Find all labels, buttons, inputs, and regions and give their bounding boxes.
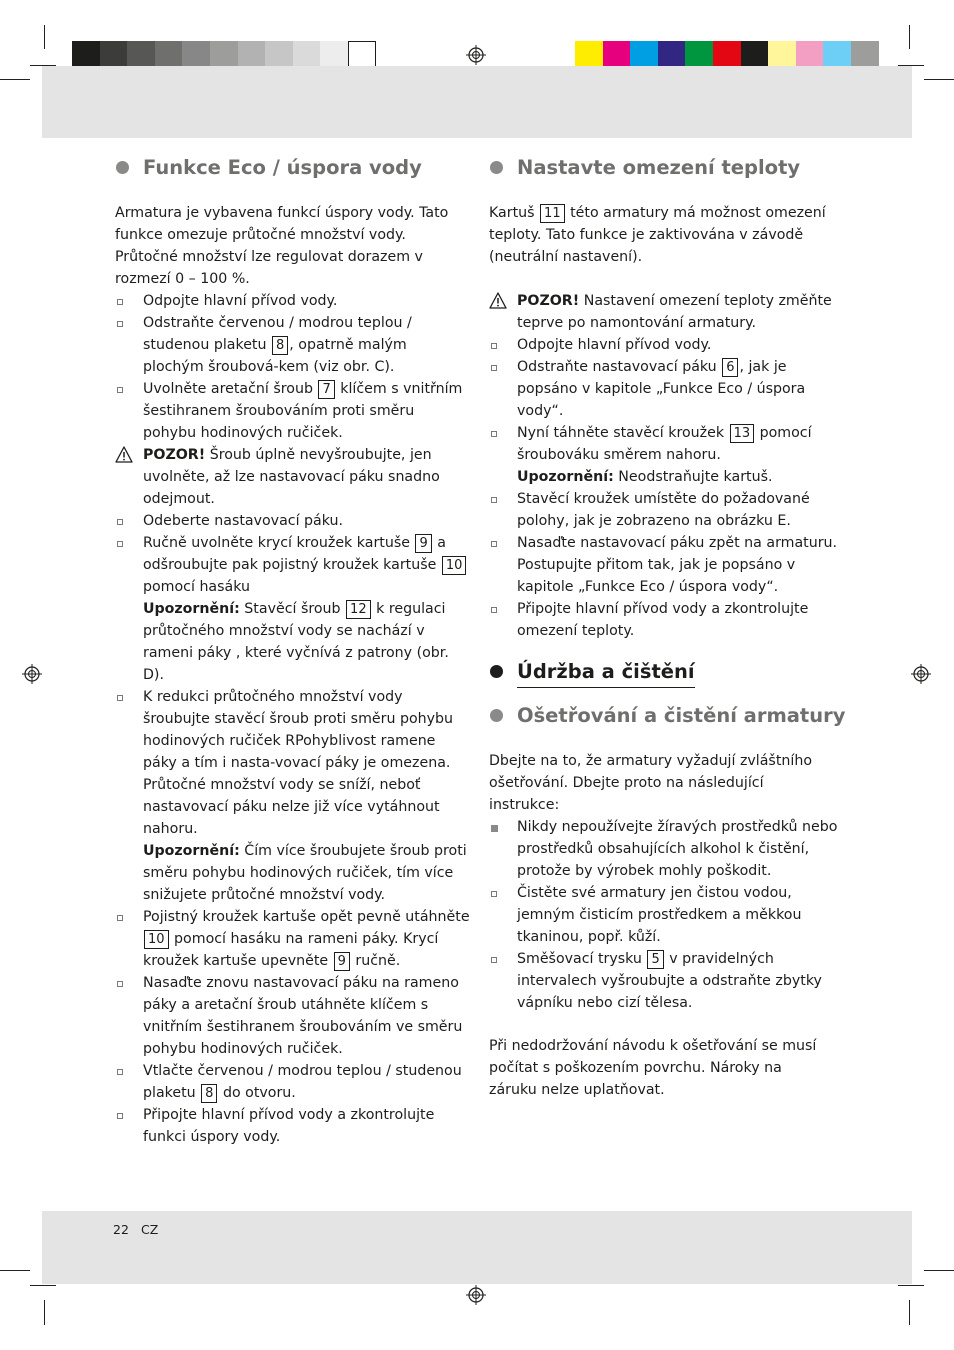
- temperature-steps-list: [489, 290, 841, 642]
- process-color-swatch: [658, 41, 686, 69]
- list-item-text: [143, 315, 412, 375]
- filled-square-bullet-icon: [491, 825, 498, 832]
- square-bullet-icon: [117, 981, 123, 987]
- text-run: Nasaďte znovu nastavovací páku na rameno páky a aretační šroub utáhněte klíčem s vnitřním šestihranem šroubováním ve směru pohybu hodinových ručiček.: [143, 975, 463, 1057]
- grayscale-swatch: [265, 41, 293, 69]
- text-run: Ručně uvolněte krycí kroužek kartuše: [143, 535, 415, 551]
- part-number-box: 8: [201, 1084, 217, 1103]
- heading-text: Ošetřování a čistění armatury: [517, 704, 846, 727]
- heading-text: Nastavte omezení teploty: [517, 156, 801, 179]
- text-run: Odpojte hlavní přívod vody.: [517, 337, 712, 353]
- text-run: Kartuš: [489, 205, 540, 221]
- crop-mark: [0, 1270, 30, 1271]
- square-bullet-icon: [491, 431, 497, 437]
- list-item: [115, 972, 471, 1060]
- list-item: [115, 312, 471, 378]
- language-code: CZ: [141, 1222, 159, 1237]
- text-run: v pravidelných intervalech vyšroubujte a odstraňte zbytky vápníku nebo cizí tělesa.: [517, 951, 822, 1011]
- eco-steps-list: [115, 290, 471, 1148]
- grayscale-swatch: [320, 41, 348, 69]
- list-item: [489, 356, 841, 422]
- list-item-text: [143, 1063, 462, 1101]
- text-run: ručně.: [350, 953, 401, 969]
- crop-mark: [0, 79, 30, 80]
- heading-bullet-icon: [490, 709, 503, 722]
- square-bullet-icon: [117, 519, 123, 525]
- process-color-swatch: [630, 41, 658, 69]
- text-run: Směšovací trysku: [517, 951, 647, 967]
- list-item: [115, 510, 471, 532]
- square-bullet-icon: [117, 1113, 123, 1119]
- registration-mark-icon: [911, 664, 931, 684]
- header-band: [42, 66, 912, 138]
- square-bullet-icon: [117, 321, 123, 327]
- text-run: klíčem s vnitřním šestihranem šroubováním proti směru pohybu hodinových ručiček.: [143, 381, 463, 441]
- part-number-box: 7: [318, 380, 334, 399]
- emphasis-label: POZOR!: [143, 447, 206, 463]
- crop-mark: [44, 25, 45, 49]
- list-item-text: [143, 535, 467, 683]
- list-item-text: [143, 1107, 434, 1145]
- list-item: [489, 532, 841, 598]
- text-run: Neodstraňujte kartuš.: [613, 469, 773, 485]
- emphasis-label: Upozornění:: [517, 469, 614, 485]
- warning-item: [115, 444, 471, 510]
- section-heading-care: [517, 703, 845, 729]
- square-bullet-icon: [491, 497, 497, 503]
- list-item: [489, 334, 841, 356]
- list-item: [489, 488, 841, 532]
- crop-mark: [909, 25, 910, 49]
- list-item-text: [143, 689, 467, 903]
- heading-bullet-icon: [116, 161, 129, 174]
- text-run: Vtlačte červenou / modrou teplou / studenou plaketu: [143, 1063, 462, 1101]
- text-run: Odstraňte červenou / modrou teplou / studenou plaketu: [143, 315, 412, 353]
- list-item: [489, 598, 841, 642]
- grayscale-swatch: [238, 41, 266, 69]
- list-item-text: [143, 293, 337, 309]
- square-bullet-icon: [491, 607, 497, 613]
- list-item-text: [143, 381, 462, 441]
- process-color-swatch: [796, 41, 824, 69]
- grayscale-swatch: [182, 41, 210, 69]
- section-heading-temperature: [517, 155, 800, 181]
- text-run: , opatrně malým plochým šroubová-kem (viz obr. C).: [143, 337, 407, 375]
- text-run: Nikdy nepoužívejte žíravých prostředků nebo prostředků obsahujících alkohol k čistění, protože by výrobek mohly poškodit.: [517, 819, 838, 879]
- text-run: do otvoru.: [218, 1085, 296, 1101]
- list-item-text: [143, 909, 470, 969]
- list-item: [115, 532, 471, 686]
- text-run: Čistěte své armatury jen čistou vodou, jemným čisticím prostředkem a měkkou tkaninou, popř. kůží.: [517, 885, 802, 945]
- emphasis-label: POZOR!: [517, 293, 580, 309]
- text-run: Nastavení omezení teploty změňte teprve po namontování armatury.: [517, 293, 832, 331]
- registration-mark-icon: [466, 1285, 486, 1305]
- text-run: Odstraňte nastavovací páku: [517, 359, 722, 375]
- square-bullet-icon: [117, 1069, 123, 1075]
- part-number-box: 13: [730, 424, 755, 443]
- registration-mark-icon: [466, 45, 486, 65]
- square-bullet-icon: [491, 343, 497, 349]
- section-heading-eco: [143, 155, 422, 181]
- part-number-box: 11: [540, 204, 565, 223]
- grayscale-swatch: [127, 41, 155, 69]
- crop-mark: [909, 1300, 910, 1325]
- text-run: Stavěcí kroužek umístěte do požadované polohy, jak je zobrazeno na obrázku E.: [517, 491, 810, 529]
- text-run: k regulaci průtočného množství vody se nachází v rameni páky , které vyčnívá z patrony (obr. D).: [143, 601, 449, 683]
- text-run: Připojte hlavní přívod vody a zkontrolujte funkci úspory vody.: [143, 1107, 435, 1145]
- part-number-box: 9: [334, 952, 350, 971]
- section-heading-maintenance: [517, 659, 695, 688]
- square-bullet-icon: [491, 365, 497, 371]
- list-item: [489, 816, 845, 882]
- list-item-text: [517, 293, 832, 331]
- emphasis-label: Upozornění:: [143, 601, 240, 617]
- square-bullet-icon: [117, 387, 123, 393]
- process-color-swatch: [823, 41, 851, 69]
- text-run: Stavěcí šroub: [239, 601, 346, 617]
- text-run: pomocí hasáku: [143, 579, 250, 595]
- text-run: a odšroubujte pak pojistný kroužek kartuše: [143, 535, 446, 573]
- list-item-text: [517, 819, 837, 879]
- text-run: K redukci průtočného množství vody šroubujte stavěcí šroub proti směru pohybu hodinových ručiček RPohyblivost ramene páky a tím i nasta-vovací páky je omezena. Průtočné množství vody se sníží, neboť nastavovací páku nelze již více vytáhnout nahoru.: [143, 689, 454, 837]
- care-steps-list: [489, 816, 845, 1014]
- grayscale-swatch: [210, 41, 238, 69]
- text-run: Pojistný kroužek kartuše opět pevně utáhněte: [143, 909, 470, 925]
- text-run: pomocí šroubováku směrem nahoru.: [517, 425, 812, 463]
- square-bullet-icon: [117, 299, 123, 305]
- list-item-text: [517, 601, 808, 639]
- grayscale-swatch: [72, 41, 100, 69]
- warning-item: [489, 290, 841, 334]
- heading-text: Údržba a čištění: [517, 660, 695, 683]
- heading-text: Funkce Eco / úspora vody: [143, 156, 422, 179]
- text-run: této armatury má možnost omezení teploty. Tato funkce je zaktivována v závodě (neutrální nastavení).: [489, 205, 826, 265]
- part-number-box: 8: [272, 336, 288, 355]
- square-bullet-icon: [117, 915, 123, 921]
- crop-mark: [924, 79, 954, 80]
- list-item-text: [517, 951, 822, 1011]
- list-item: [115, 290, 471, 312]
- list-item-text: [517, 337, 711, 353]
- list-item-text: [517, 535, 837, 595]
- part-number-box: 5: [647, 950, 663, 969]
- square-bullet-icon: [117, 695, 123, 701]
- part-number-box: 6: [722, 358, 738, 377]
- text-run: Nyní táhněte stavěcí kroužek: [517, 425, 729, 441]
- warning-triangle-icon: [489, 292, 507, 309]
- list-item-text: [517, 359, 805, 419]
- grayscale-swatch: [155, 41, 183, 69]
- process-color-swatch: [603, 41, 631, 69]
- list-item-text: [143, 975, 462, 1057]
- emphasis-label: Upozornění:: [143, 843, 240, 859]
- list-item-text: [517, 425, 812, 485]
- process-color-swatch: [685, 41, 713, 69]
- registration-mark-icon: [22, 664, 42, 684]
- process-color-swatch: [741, 41, 769, 69]
- list-item: [489, 882, 845, 948]
- heading-bullet-icon: [490, 161, 503, 174]
- list-item-text: [143, 447, 440, 507]
- crop-mark: [898, 1285, 924, 1286]
- eco-intro: Armatura je vybavena funkcí úspory vody. Tato funkce omezuje průtočné množství vody. Průtočné množství lze regulovat dorazem v rozmezí 0 – 100 %.: [115, 205, 449, 287]
- process-color-swatch: [575, 41, 603, 69]
- list-item-text: [517, 491, 810, 529]
- grayscale-swatch: [293, 41, 321, 69]
- list-item-text: [517, 885, 801, 945]
- list-item: [489, 422, 841, 488]
- crop-mark: [30, 1285, 56, 1286]
- text-run: Uvolněte aretační šroub: [143, 381, 318, 397]
- care-intro: Dbejte na to, že armatury vyžadují zvláštního ošetřování. Dbejte proto na následující instrukce:: [489, 753, 812, 813]
- temperature-intro: [489, 202, 829, 268]
- footer-band: [42, 1211, 912, 1284]
- text-run: Připojte hlavní přívod vody a zkontrolujte omezení teploty.: [517, 601, 809, 639]
- process-color-swatch: [768, 41, 796, 69]
- process-color-swatch: [713, 41, 741, 69]
- crop-mark: [44, 1300, 45, 1325]
- list-item: [115, 1104, 471, 1148]
- list-item: [115, 686, 471, 906]
- list-item-text: [143, 513, 343, 529]
- crop-mark: [924, 1270, 954, 1271]
- text-run: Čím více šroubujete šroub proti směru pohybu hodinových ručiček, tím více snižujete průtočné množství vody.: [143, 843, 467, 903]
- care-outro: Při nedodržování návodu k ošetřování se musí počítat s poškozením povrchu. Nároky na záruku nelze uplatňovat.: [489, 1038, 817, 1098]
- square-bullet-icon: [491, 891, 497, 897]
- text-run: Nasaďte nastavovací páku zpět na armaturu. Postupujte přitom tak, jak je popsáno v kapitole „Funkce Eco / úspora vody“.: [517, 535, 838, 595]
- process-color-swatch: [851, 41, 879, 69]
- text-run: Odpojte hlavní přívod vody.: [143, 293, 338, 309]
- square-bullet-icon: [117, 541, 123, 547]
- list-item: [115, 378, 471, 444]
- part-number-box: 12: [346, 600, 371, 619]
- grayscale-swatch: [348, 41, 376, 69]
- text-run: , jak je popsáno v kapitole „Funkce Eco / úspora vody“.: [517, 359, 806, 419]
- grayscale-swatch: [100, 41, 128, 69]
- text-run: Odeberte nastavovací páku.: [143, 513, 344, 529]
- heading-bullet-icon: [490, 665, 503, 678]
- part-number-box: 10: [442, 556, 467, 575]
- list-item: [115, 1060, 471, 1104]
- list-item: [489, 948, 845, 1014]
- text-run: pomocí hasáku na rameni páky. Krycí kroužek kartuše upevněte: [143, 931, 439, 969]
- text-run: Šroub úplně nevyšroubujte, jen uvolněte, až lze nastavovací páku snadno odejmout.: [143, 447, 440, 507]
- warning-triangle-icon: [115, 446, 133, 463]
- page-number: 22: [113, 1222, 129, 1237]
- part-number-box: 10: [144, 930, 169, 949]
- square-bullet-icon: [491, 957, 497, 963]
- square-bullet-icon: [491, 541, 497, 547]
- part-number-box: 9: [415, 534, 431, 553]
- list-item: [115, 906, 471, 972]
